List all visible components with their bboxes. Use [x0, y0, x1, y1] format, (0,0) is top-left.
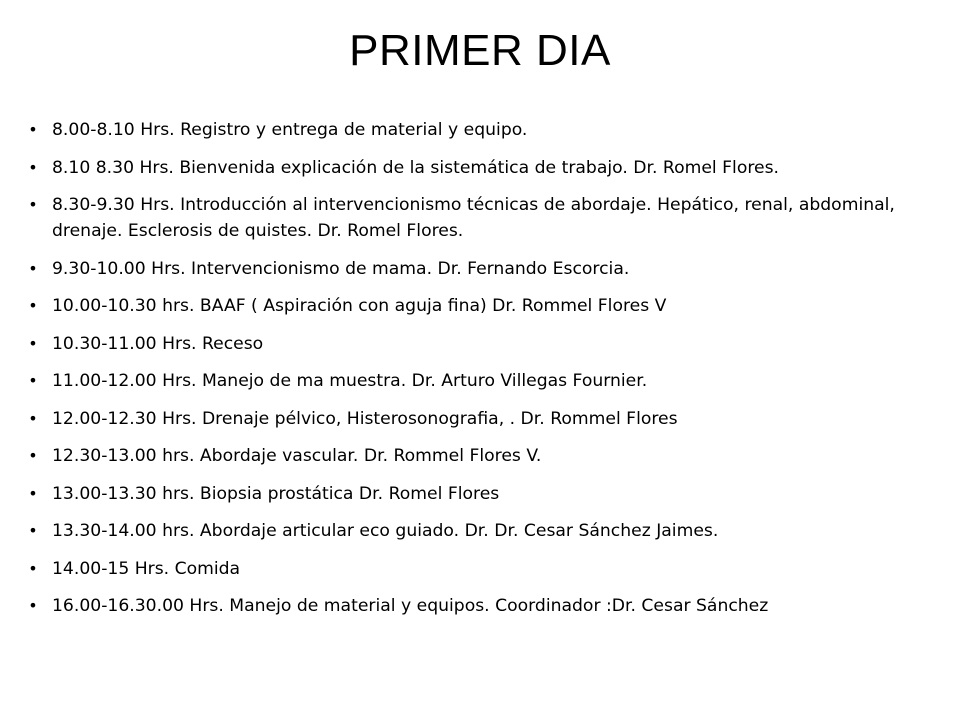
bullet-icon: •: [28, 483, 38, 503]
agenda-item: [26, 155, 926, 181]
bullet-icon: •: [28, 120, 38, 139]
agenda-item-text: 8.00-8.10 Hrs. Registro y entrega de material y equipo.: [52, 120, 528, 140]
agenda-item-text: 8.10 8.30 Hrs. Bienvenida explicación de la sistemática de trabajo. Dr. Romel Flores.: [52, 157, 780, 178]
agenda-item-text: 10.30-11.00 Hrs. Receso: [52, 333, 264, 354]
bullet-icon: •: [28, 296, 38, 315]
agenda-item-text: 9.30-10.00 Hrs. Intervencionismo de mama. Dr. Fernando Escorcia.: [52, 258, 630, 279]
agenda-item-text: 13.30-14.00 hrs. Abordaje articular eco guiado. Dr. Dr. Cesar Sánchez Jaimes.: [52, 521, 719, 541]
bullet-icon: •: [28, 558, 38, 578]
slide-title: PRIMER DIA: [349, 26, 611, 75]
agenda-item-text: 16.00-16.30.00 Hrs. Manejo de material y equipos. Coordinador :Dr. Cesar Sánchez: [52, 596, 769, 616]
agenda-item-text: 14.00-15 Hrs. Comida: [52, 558, 241, 579]
bullet-icon: •: [28, 521, 38, 540]
agenda-item-text: 10.00-10.30 hrs. BAAF ( Aspiración con aguja fina) Dr. Rommel Flores V: [52, 296, 667, 316]
agenda-item: [26, 406, 926, 432]
agenda-list: [26, 117, 926, 631]
agenda-item: [26, 331, 926, 357]
agenda-item: [26, 556, 926, 582]
bullet-icon: •: [28, 258, 38, 278]
agenda-item-text: 11.00-12.00 Hrs. Manejo de ma muestra. Dr. Arturo Villegas Fournier.: [52, 371, 648, 391]
agenda-item-text: 12.00-12.30 Hrs. Drenaje pélvico, Histerosonografia, . Dr. Rommel Flores: [52, 408, 678, 429]
agenda-item: [26, 293, 926, 319]
agenda-item: [26, 593, 926, 619]
bullet-icon: •: [28, 195, 38, 214]
bullet-icon: •: [28, 446, 38, 465]
agenda-item-text: 8.30-9.30 Hrs. Introducción al intervencionismo técnicas de abordaje. Hepático, renal, abdominal, drenaje. Esclerosis de quistes. Dr. Romel Flores.: [52, 195, 895, 241]
bullet-icon: •: [28, 333, 38, 353]
agenda-item: [26, 256, 926, 282]
bullet-icon: •: [28, 408, 38, 428]
agenda-item: [26, 443, 926, 469]
agenda-item: [26, 192, 926, 244]
bullet-icon: •: [28, 596, 38, 615]
agenda-item: [26, 481, 926, 507]
bullet-icon: •: [28, 157, 38, 177]
agenda-item: [26, 117, 926, 143]
agenda-item: [26, 368, 926, 394]
agenda-item-text: 13.00-13.30 hrs. Biopsia prostática Dr. Romel Flores: [52, 483, 500, 504]
agenda-item: [26, 518, 926, 544]
bullet-icon: •: [28, 371, 38, 390]
agenda-item-text: 12.30-13.00 hrs. Abordaje vascular. Dr. Rommel Flores V.: [52, 446, 542, 466]
